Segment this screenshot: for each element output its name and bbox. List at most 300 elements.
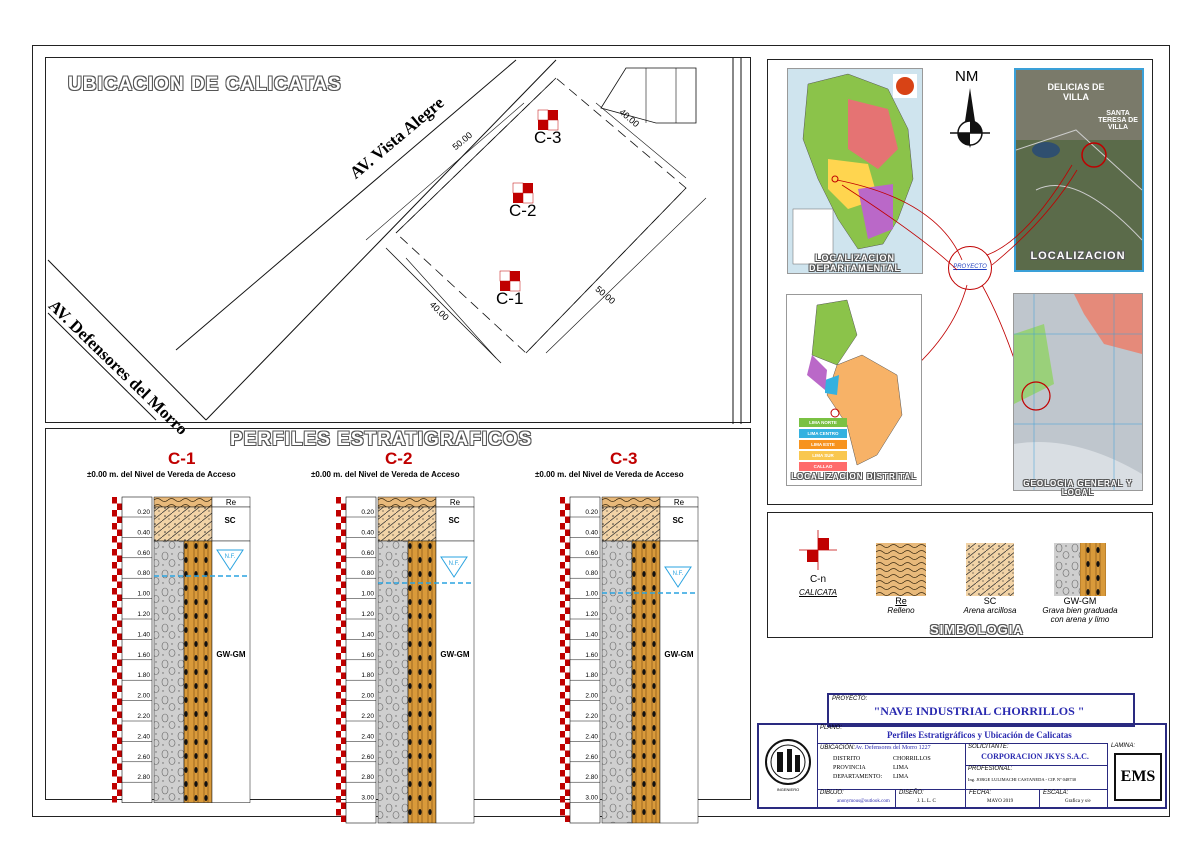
water-table-label: N.F. xyxy=(224,554,236,560)
layer-label-1: SC xyxy=(224,516,236,525)
checker-cell xyxy=(341,556,346,563)
checker-cell xyxy=(336,523,341,530)
checker-cell xyxy=(336,692,341,699)
stratum-sc xyxy=(378,507,436,541)
sat-label-1: DELICIAS DE VILLA xyxy=(1047,82,1105,102)
checker-cell xyxy=(341,530,346,537)
north-arrow-icon xyxy=(950,88,990,168)
checker-cell xyxy=(565,738,570,745)
checker-cell xyxy=(112,653,117,660)
checker-cell xyxy=(565,647,570,654)
checker-cell xyxy=(341,712,346,719)
solicitante-caption: SOLICITANTE: xyxy=(968,744,1009,750)
layer-label-2: GW-GM xyxy=(440,650,470,659)
sat-label-2: SANTA TERESA DE VILLA xyxy=(1098,110,1138,131)
checker-cell xyxy=(565,660,570,667)
depth-label: 2.20 xyxy=(361,713,374,720)
checker-cell xyxy=(341,777,346,784)
checker-cell xyxy=(117,712,122,719)
checker-cell xyxy=(565,595,570,602)
checker-cell xyxy=(336,588,341,595)
water-table-label: N.F. xyxy=(672,571,684,577)
calicata-c1-label: C-1 xyxy=(496,289,524,308)
checker-cell xyxy=(117,790,122,797)
layer-box-gwgm xyxy=(212,541,250,803)
depth-label: 1.20 xyxy=(361,611,374,618)
profile-title-3: C-3 xyxy=(610,449,638,468)
departamento-value: LIMA xyxy=(893,774,909,780)
checker-cell xyxy=(117,517,122,524)
site-plan-title: UBICACION DE CALICATAS xyxy=(68,74,342,95)
depth-label: 1.60 xyxy=(361,651,374,659)
lamina-value: EMS xyxy=(1120,768,1156,785)
checker-cell xyxy=(341,673,346,680)
checker-cell xyxy=(336,679,341,686)
depth-label: 2.00 xyxy=(361,692,374,700)
dimension-top: 50.00 xyxy=(450,129,475,153)
checker-cell xyxy=(341,816,346,823)
depth-label: 1.80 xyxy=(137,672,150,680)
checker-cell xyxy=(112,692,117,699)
checker-cell xyxy=(560,588,565,595)
geology-graphic xyxy=(1014,294,1142,490)
checker-cell xyxy=(341,660,346,667)
checker-cell xyxy=(341,647,346,654)
map-departmental-label: LOCALIZACION DEPARTAMENTAL xyxy=(809,253,901,273)
depth-label: 1.00 xyxy=(137,590,150,598)
checker-cell xyxy=(560,705,565,712)
checker-cell xyxy=(565,712,570,719)
checker-cell xyxy=(112,601,117,608)
checker-cell xyxy=(336,510,341,517)
checker-cell xyxy=(112,536,117,543)
escala-value: Grafica y s/e xyxy=(1065,799,1091,804)
checker-cell xyxy=(112,796,117,803)
gwgm-swatch xyxy=(1054,543,1106,596)
logo-icon xyxy=(763,737,813,787)
stratum-gm xyxy=(632,541,660,823)
profile-reference-3: ±0.00 m. del Nivel de Vereda de Acceso xyxy=(535,470,684,479)
checker-cell xyxy=(112,523,117,530)
depth-label: 1.40 xyxy=(585,631,598,639)
checker-cell xyxy=(117,595,122,602)
profile-column-1 xyxy=(112,497,252,807)
road-vista-alegre: AV. Vista Alegre xyxy=(346,93,448,183)
checker-cell xyxy=(336,562,341,569)
checker-cell xyxy=(565,582,570,589)
checker-cell xyxy=(341,790,346,797)
stratum-gravel xyxy=(602,541,632,823)
project-box xyxy=(827,693,1135,727)
legend-relleno-name: Relleno xyxy=(887,606,915,615)
checker-cell xyxy=(112,705,117,712)
checker-cell xyxy=(117,699,122,706)
depth-label: 1.40 xyxy=(361,631,374,639)
checker-cell xyxy=(341,621,346,628)
district-legend-item: LIMA NORTE xyxy=(799,418,847,427)
checker-cell xyxy=(336,705,341,712)
checker-cell xyxy=(336,770,341,777)
ubicacion-caption: UBICACIÓN: xyxy=(820,745,856,751)
map-distrital-label: LOCALIZACION DISTRITAL xyxy=(791,472,917,481)
dimension-bottom-right: 50.00 xyxy=(593,283,618,307)
lamina-value-box xyxy=(1114,753,1162,801)
checker-cell xyxy=(560,549,565,556)
checker-cell xyxy=(565,816,570,823)
depth-label: 0.80 xyxy=(137,570,150,578)
checker-cell xyxy=(560,692,565,699)
legend-relleno-code: Re xyxy=(895,596,907,606)
checker-cell xyxy=(336,614,341,621)
stratum-re xyxy=(378,497,436,507)
checker-cell xyxy=(112,575,117,582)
checker-cell xyxy=(560,523,565,530)
depth-label: 2.80 xyxy=(361,774,374,782)
checker-cell xyxy=(565,673,570,680)
profile-reference-2: ±0.00 m. del Nivel de Vereda de Acceso xyxy=(311,470,460,479)
checker-cell xyxy=(560,497,565,504)
depth-label: 2.20 xyxy=(585,713,598,720)
depth-label: 2.00 xyxy=(585,692,598,700)
checker-cell xyxy=(341,686,346,693)
company-logo xyxy=(759,725,818,807)
calicata-c1 xyxy=(496,271,524,308)
legend-calicata-name: CALICATA xyxy=(799,588,837,597)
stratum-gravel xyxy=(154,541,184,803)
depth-label: 0.60 xyxy=(361,549,374,557)
depth-label: 1.60 xyxy=(585,651,598,659)
checker-cell xyxy=(112,627,117,634)
checker-cell xyxy=(560,757,565,764)
project-label: PROYECTO xyxy=(953,264,987,270)
stratum-re xyxy=(602,497,660,507)
district-legend-item: LIMA CENTRO xyxy=(799,429,847,438)
distrito-key: DISTRITO xyxy=(833,756,861,762)
legend-title: SIMBOLOGIA xyxy=(930,622,1024,637)
calicata-icon xyxy=(500,271,520,291)
checker-cell xyxy=(112,770,117,777)
depth-label: 1.20 xyxy=(137,611,150,618)
checker-cell xyxy=(565,517,570,524)
checker-cell xyxy=(565,764,570,771)
checker-cell xyxy=(565,803,570,810)
depth-label: 2.60 xyxy=(585,753,598,761)
checker-cell xyxy=(565,504,570,511)
legend-calicata xyxy=(790,530,846,597)
depth-label: 2.20 xyxy=(137,713,150,720)
checker-cell xyxy=(560,614,565,621)
project-caption: PROYECTO: xyxy=(832,696,868,702)
district-legend xyxy=(799,418,847,473)
layer-label-0: Re xyxy=(673,498,685,507)
depth-label: 0.40 xyxy=(361,529,374,537)
profile-title-2: C-2 xyxy=(385,449,413,468)
calicata-legend-icon xyxy=(799,530,837,570)
diseno-caption: DISEÑO: xyxy=(899,790,924,796)
profile-column-2 xyxy=(336,497,476,827)
checker-cell xyxy=(341,517,346,524)
checker-cell xyxy=(336,497,341,504)
checker-cell xyxy=(341,725,346,732)
road-defensores: AV. Defensores del Morro xyxy=(44,296,192,439)
checker-cell xyxy=(341,543,346,550)
checker-cell xyxy=(341,582,346,589)
checker-cell xyxy=(560,796,565,803)
checker-cell xyxy=(112,549,117,556)
checker-cell xyxy=(112,588,117,595)
diseno-value: J. L. L. C xyxy=(917,799,936,804)
map-geologia-label: GEOLOGIA GENERAL Y LOCAL xyxy=(1023,479,1133,497)
checker-cell xyxy=(341,764,346,771)
checker-cell xyxy=(560,666,565,673)
checker-cell xyxy=(565,621,570,628)
depth-label: 0.20 xyxy=(585,509,598,516)
depth-label: 1.00 xyxy=(585,590,598,598)
checker-cell xyxy=(341,803,346,810)
checker-cell xyxy=(565,569,570,576)
checker-cell xyxy=(560,770,565,777)
title-main xyxy=(757,723,1167,809)
checker-cell xyxy=(560,744,565,751)
checker-cell xyxy=(565,634,570,641)
checker-cell xyxy=(341,699,346,706)
water-table-label: N.F. xyxy=(448,561,460,567)
checker-cell xyxy=(117,569,122,576)
depth-label: 0.80 xyxy=(585,570,598,578)
depth-label: 2.80 xyxy=(585,774,598,782)
legend-sc-name: Arena arcillosa xyxy=(963,606,1017,615)
legend-relleno xyxy=(866,543,936,615)
checker-cell xyxy=(117,634,122,641)
depth-label: 1.80 xyxy=(585,672,598,680)
checker-cell xyxy=(336,575,341,582)
sc-swatch xyxy=(966,543,1014,596)
logo-text: INGENIERO xyxy=(776,787,800,792)
checker-cell xyxy=(341,504,346,511)
checker-cell xyxy=(112,666,117,673)
north-label: NM xyxy=(955,68,979,85)
checker-cell xyxy=(117,725,122,732)
depth-label: 1.00 xyxy=(361,590,374,598)
checker-cell xyxy=(117,543,122,550)
checker-cell xyxy=(112,497,117,504)
dimension-top-right: 40.00 xyxy=(617,106,642,130)
checker-cell xyxy=(336,744,341,751)
checker-cell xyxy=(336,731,341,738)
checker-cell xyxy=(560,562,565,569)
checker-cell xyxy=(117,556,122,563)
checker-cell xyxy=(117,777,122,784)
relleno-swatch xyxy=(876,543,926,596)
dibujo-value: anonymous@outlook.com xyxy=(837,799,890,804)
checker-cell xyxy=(112,744,117,751)
plano-caption: PLANO: xyxy=(820,725,843,731)
checker-cell xyxy=(112,757,117,764)
checker-cell xyxy=(560,731,565,738)
plano-value: Perfiles Estratigráficos y Ubicación de Calicatas xyxy=(887,730,1072,740)
district-legend-item: CALLAO xyxy=(799,462,847,471)
depth-label: 0.20 xyxy=(361,509,374,516)
fecha-caption: FECHA: xyxy=(969,790,992,796)
depth-label: 1.20 xyxy=(585,611,598,618)
legend-sc xyxy=(955,543,1025,615)
calicata-icon xyxy=(513,183,533,203)
depth-label: 3.00 xyxy=(585,794,598,802)
checker-cell xyxy=(336,601,341,608)
checker-cell xyxy=(117,647,122,654)
dibujo-caption: DIBUJO: xyxy=(820,790,844,796)
checker-cell xyxy=(560,809,565,816)
checker-cell xyxy=(117,621,122,628)
checker-cell xyxy=(112,562,117,569)
checker-cell xyxy=(336,796,341,803)
checker-cell xyxy=(341,595,346,602)
depth-label: 0.60 xyxy=(137,549,150,557)
checker-cell xyxy=(117,582,122,589)
checker-cell xyxy=(341,751,346,758)
checker-cell xyxy=(565,556,570,563)
legend-sc-code: SC xyxy=(983,596,997,606)
checker-cell xyxy=(112,679,117,686)
checker-cell xyxy=(560,679,565,686)
checker-cell xyxy=(112,731,117,738)
depth-label: 1.80 xyxy=(361,672,374,680)
checker-cell xyxy=(336,549,341,556)
map-localizacion-label: LOCALIZACION xyxy=(1030,250,1126,262)
depth-label: 2.80 xyxy=(137,774,150,782)
checker-cell xyxy=(336,757,341,764)
ubicacion-box xyxy=(817,743,966,790)
district-legend-item: LIMA ESTE xyxy=(799,440,847,449)
checker-cell xyxy=(560,640,565,647)
checker-cell xyxy=(117,673,122,680)
checker-cell xyxy=(112,783,117,790)
checker-cell xyxy=(117,764,122,771)
checker-cell xyxy=(560,510,565,517)
checker-cell xyxy=(117,686,122,693)
profile-reference-1: ±0.00 m. del Nivel de Vereda de Acceso xyxy=(87,470,236,479)
checker-cell xyxy=(341,569,346,576)
lamina-box xyxy=(1107,743,1166,807)
checker-cell xyxy=(336,653,341,660)
map-geologia xyxy=(1013,293,1143,497)
layer-label-2: GW-GM xyxy=(664,650,694,659)
checker-cell xyxy=(117,751,122,758)
profiles-title: PERFILES ESTRATIGRAFICOS xyxy=(230,429,533,450)
checker-cell xyxy=(336,783,341,790)
solicitante-value: CORPORACION JKYS S.A.C. xyxy=(981,752,1089,761)
depth-label: 3.00 xyxy=(361,794,374,802)
checker-cell xyxy=(117,608,122,615)
distrito-value: CHORRILLOS xyxy=(893,756,931,762)
calicata-c2-label: C-2 xyxy=(509,201,537,220)
profile-column-3 xyxy=(560,497,700,827)
checker-cell xyxy=(560,536,565,543)
departamento-key: DEPARTAMENTO: xyxy=(833,774,883,780)
profesional-caption: PROFESIONAL: xyxy=(968,766,1013,772)
plano-row xyxy=(817,725,1107,744)
legend-gwgm-name: Grava bien graduada xyxy=(1042,606,1118,615)
checker-cell xyxy=(341,738,346,745)
checker-cell xyxy=(565,543,570,550)
site-plan-drawing xyxy=(46,58,752,424)
stratum-sc xyxy=(154,507,212,541)
project-name: "NAVE INDUSTRIAL CHORRILLOS " xyxy=(873,704,1085,718)
checker-cell xyxy=(112,640,117,647)
checker-cell xyxy=(341,634,346,641)
stratum-sc xyxy=(602,507,660,541)
layer-label-0: Re xyxy=(225,498,237,507)
checker-cell xyxy=(560,653,565,660)
layer-label-1: SC xyxy=(448,516,460,525)
checker-cell xyxy=(565,699,570,706)
depth-label: 2.40 xyxy=(585,733,598,741)
calicata-c3-label: C-3 xyxy=(534,128,562,147)
checker-cell xyxy=(336,640,341,647)
depth-label: 2.40 xyxy=(137,733,150,741)
depth-label: 1.60 xyxy=(137,651,150,659)
solicitante-box xyxy=(965,743,1107,766)
depth-label: 2.00 xyxy=(137,692,150,700)
depth-label: 0.80 xyxy=(361,570,374,578)
checker-cell xyxy=(565,686,570,693)
stratum-gm xyxy=(184,541,212,803)
profesional-value: Ing. JORGE LULIMACHI CASTANEDA - CIP. Nº 048730 xyxy=(968,777,1077,782)
escala-caption: ESCALA: xyxy=(1043,790,1069,796)
checker-cell xyxy=(336,536,341,543)
depth-label: 1.40 xyxy=(137,631,150,639)
checker-cell xyxy=(112,718,117,725)
checker-cell xyxy=(112,614,117,621)
provincia-value: LIMA xyxy=(893,765,909,771)
profesional-box xyxy=(965,765,1107,790)
provincia-key: PROVINCIA xyxy=(833,765,866,771)
checker-cell xyxy=(560,783,565,790)
checker-cell xyxy=(117,504,122,511)
depth-label: 0.40 xyxy=(585,529,598,537)
checker-cell xyxy=(565,725,570,732)
checker-cell xyxy=(341,608,346,615)
calicata-c3 xyxy=(534,110,562,147)
depth-label: 2.40 xyxy=(361,733,374,741)
checker-cell xyxy=(565,790,570,797)
checker-cell xyxy=(112,510,117,517)
dimension-left: 40.00 xyxy=(427,299,451,323)
legend-gwgm-code: GW-GM xyxy=(1063,596,1097,606)
checker-cell xyxy=(565,777,570,784)
depth-label: 0.40 xyxy=(137,529,150,537)
legend-gwgm-desc: con arena y limo xyxy=(1050,615,1110,624)
lamina-caption: LAMINA: xyxy=(1111,743,1136,749)
checker-cell xyxy=(336,666,341,673)
checker-cell xyxy=(565,608,570,615)
checker-cell xyxy=(117,738,122,745)
calicata-c2 xyxy=(509,183,537,220)
checker-cell xyxy=(336,809,341,816)
checker-cell xyxy=(560,718,565,725)
checker-cell xyxy=(117,530,122,537)
layer-label-0: Re xyxy=(449,498,461,507)
checker-cell xyxy=(336,627,341,634)
checker-cell xyxy=(560,601,565,608)
checker-cell xyxy=(565,751,570,758)
depth-label: 2.60 xyxy=(361,753,374,761)
profile-title-1: C-1 xyxy=(168,449,196,468)
checker-cell xyxy=(565,530,570,537)
checker-cell xyxy=(560,627,565,634)
calicata-icon xyxy=(538,110,558,130)
depth-label: 0.20 xyxy=(137,509,150,516)
